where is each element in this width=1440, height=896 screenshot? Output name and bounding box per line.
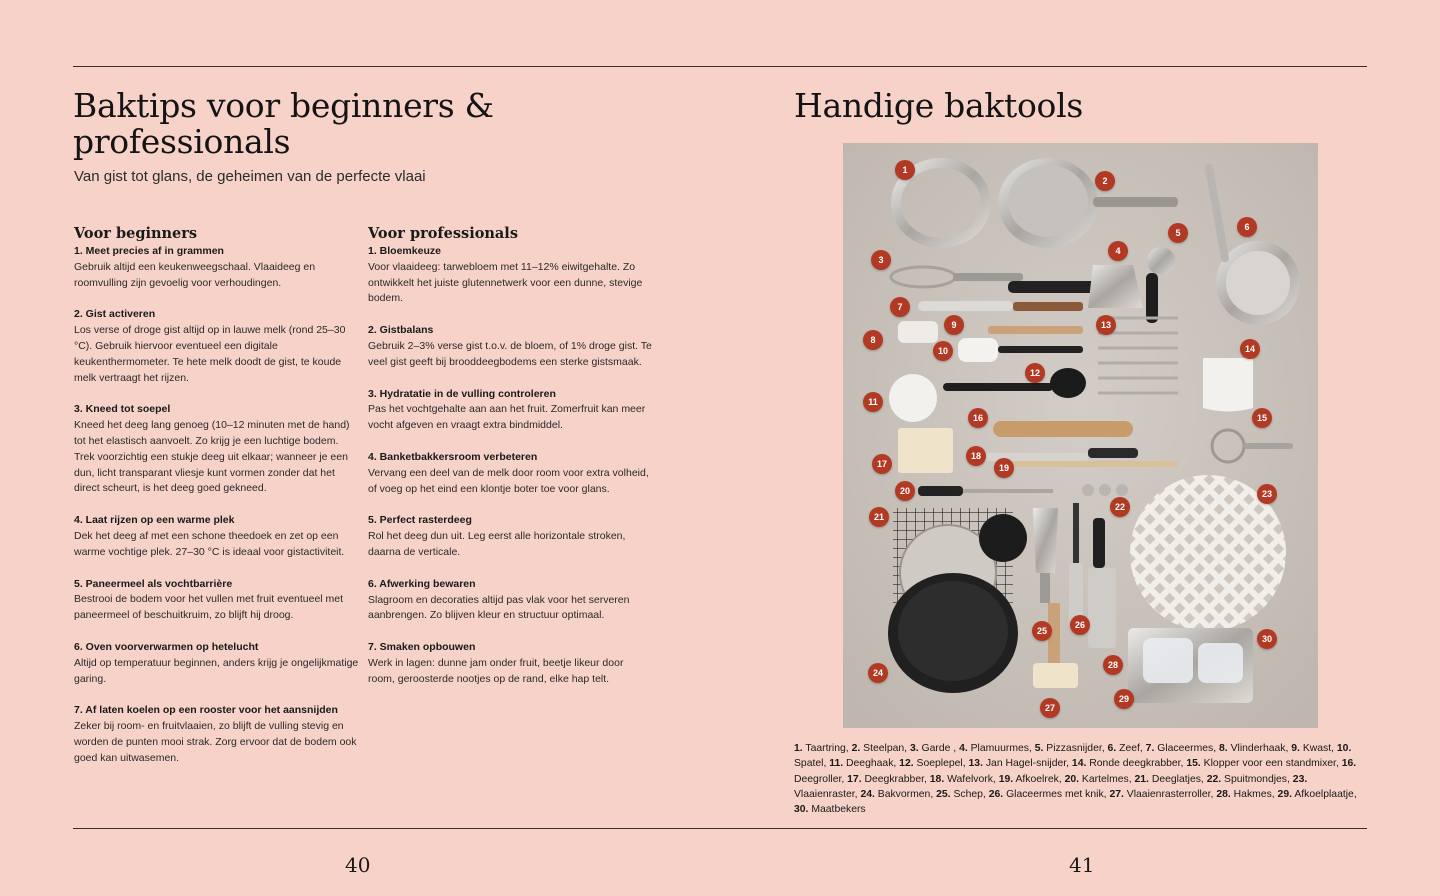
tools-caption — [794, 741, 1364, 817]
tool-name: Soeplepel, — [916, 758, 966, 770]
tool-number: 1. — [794, 743, 803, 754]
tool-number: 19. — [998, 773, 1014, 785]
tip-item — [368, 450, 653, 497]
photo-marker: 25 — [1032, 621, 1052, 641]
tool-number: 28. — [1216, 788, 1231, 800]
tool-number: 21. — [1134, 773, 1149, 785]
tool-name: Vlinderhaak, — [1230, 743, 1289, 754]
tool-number: 20. — [1064, 773, 1080, 785]
photo-marker: 17 — [872, 454, 892, 474]
photo-marker: 8 — [863, 330, 883, 350]
tool-name: Deeglatjes, — [1151, 773, 1204, 785]
tool-name: Spuitmondjes, — [1224, 773, 1290, 785]
photo-marker: 16 — [968, 408, 988, 428]
tool-number: 4. — [959, 743, 968, 754]
tool-number: 16. — [1341, 758, 1357, 770]
tip-title: 4. Banketbakkersroom verbeteren — [368, 450, 538, 463]
photo-marker: 30 — [1257, 629, 1277, 649]
tool-name: Afkoelplaatje, — [1294, 788, 1357, 800]
beginners-tips — [74, 244, 359, 767]
tip-item — [368, 323, 653, 370]
tool-number: 17. — [847, 773, 862, 785]
tip-item — [368, 513, 653, 560]
tip-title: 5. Paneermeel als vochtbarrière — [74, 577, 233, 590]
tip-body: Los verse of droge gist altijd op in lauwe melk (rond 25–30 °C). Gebruik hiervoor eventueel een digitale keukenthermometer. Te hete melk doodt de gist, te koude melk vertraagt het rijzen. — [74, 324, 346, 384]
tool-number: 9. — [1291, 743, 1300, 754]
photo-marker: 2 — [1095, 171, 1115, 191]
top-rule — [73, 66, 1367, 67]
tip-body: Vervang een deel van de melk door room voor extra volheid, of voeg op het eind een klontje boter toe voor glans. — [368, 466, 649, 495]
tip-body: Rol het deeg dun uit. Leg eerst alle horizontale stroken, daarna de verticale. — [368, 530, 626, 558]
tool-number: 24. — [860, 788, 875, 800]
photo-marker: 15 — [1252, 408, 1272, 428]
photo-marker: 11 — [863, 392, 883, 412]
tool-number: 25. — [936, 788, 951, 800]
photo-marker: 19 — [994, 458, 1014, 478]
tip-title: 7. Smaken opbouwen — [368, 641, 476, 654]
photo-marker: 29 — [1114, 689, 1134, 709]
tip-body: Bestrooi de bodem voor het vullen met fruit eventueel met paneermeel of beschuitkruim, zo blijft hij droog. — [74, 593, 344, 622]
tip-body: Slagroom en decoraties altijd pas vlak voor het serveren aanbrengen. Zo blijven kleur en structuur optimaal. — [368, 593, 630, 622]
photo-marker: 10 — [933, 341, 953, 361]
tip-item — [368, 244, 653, 307]
photo-marker: 22 — [1110, 497, 1130, 517]
tip-body: Werk in lagen: dunne jam onder fruit, beetje likeur door room, geroosterde nootjes op de rand, elke hap telt. — [368, 656, 624, 685]
tool-name: Kartelmes, — [1081, 773, 1132, 785]
tip-title: 1. Meet precies af in grammen — [74, 245, 224, 257]
photo-marker: 18 — [966, 446, 986, 466]
tool-number: 29. — [1277, 788, 1292, 800]
tool-number: 15. — [1186, 758, 1201, 770]
page-number-right: 41 — [1069, 853, 1095, 877]
tool-name: Garde , — [921, 743, 957, 754]
tip-item — [74, 640, 359, 687]
tip-body: Gebruik 2–3% verse gist t.o.v. de bloem, of 1% droge gist. Te veel gist geeft bij brooddeegbodems een sterke gistsmaak. — [368, 339, 652, 368]
photo-marker: 9 — [944, 315, 964, 335]
tip-title: 2. Gist activeren — [74, 308, 156, 321]
professionals-tips — [368, 244, 653, 688]
tip-title: 6. Oven voorverwarmen op hetelucht — [74, 640, 259, 653]
tool-number: 5. — [1034, 743, 1044, 754]
tool-name: Deeghaak, — [846, 758, 897, 770]
left-page-subtitle: Van gist tot glans, de geheimen van de perfecte vlaai — [74, 168, 426, 185]
tool-number: 23. — [1292, 773, 1308, 785]
tool-number: 10. — [1336, 743, 1352, 754]
photo-marker: 3 — [871, 250, 891, 270]
tip-body: Pas het vochtgehalte aan aan het fruit. Zomerfruit kan meer vocht afgeven en vraagt extra bindmiddel. — [368, 403, 646, 432]
tip-item — [74, 513, 359, 560]
tool-number: 6. — [1107, 743, 1117, 754]
tool-number: 11. — [829, 758, 844, 770]
tip-item — [74, 402, 359, 497]
tool-number: 13. — [968, 758, 983, 770]
tool-name: Wafelvork, — [947, 773, 996, 785]
tip-body: Zeker bij room- en fruitvlaaien, zo blijft de vulling stevig en worden de punten mooi strak. Zorg ervoor dat de bodem ook goed kan uitwasemen. — [74, 720, 357, 764]
tip-title: 1. Bloemkeuze — [368, 245, 441, 257]
photo-marker: 1 — [895, 160, 915, 180]
tool-name: Maatbekers — [811, 804, 866, 816]
tool-name: Steelpan, — [863, 743, 908, 754]
photo-marker: 12 — [1025, 363, 1045, 383]
tool-number: 26. — [988, 788, 1004, 800]
photo-marker: 28 — [1103, 655, 1123, 675]
tool-number: 3. — [909, 743, 919, 754]
tip-item — [74, 577, 359, 624]
photo-marker: 4 — [1108, 241, 1128, 261]
tool-number: 14. — [1071, 758, 1087, 770]
tool-number: 2. — [851, 743, 861, 754]
tool-name: Klopper voor een standmixer, — [1203, 758, 1339, 770]
right-page-title: Handige baktools — [794, 86, 1084, 125]
photo-marker: 6 — [1237, 217, 1257, 237]
tip-title: 5. Perfect rasterdeeg — [368, 514, 472, 527]
photo-marker: 24 — [868, 663, 888, 683]
photo-marker: 26 — [1070, 615, 1090, 635]
photo-marker: 7 — [890, 297, 910, 317]
tip-title: 3. Kneed tot soepel — [74, 403, 171, 416]
tool-name: Glaceermes met knik, — [1006, 788, 1107, 800]
professionals-column — [368, 224, 653, 704]
tip-item — [368, 640, 653, 687]
tool-number: 8. — [1219, 743, 1228, 754]
photo-marker: 5 — [1168, 223, 1188, 243]
tool-name: Glaceermes, — [1157, 743, 1217, 754]
tip-body: Kneed het deeg lang genoeg (10–12 minuten met de hand) tot het elastisch aanvoelt. Zo krijg je een luchtige bodem. Trek voorzichtig een stukje deeg uit elkaar; wanneer je een dun, licht transparant vliesje kunt vormen zonder dat het direct scheurt, is het deeg goed gekneed. — [74, 419, 350, 495]
tool-name: Vlaaienrasterroller, — [1126, 788, 1214, 800]
tip-item — [368, 387, 653, 434]
bottom-rule — [73, 828, 1367, 829]
tool-name: Plamuurmes, — [970, 743, 1032, 754]
tip-title: 7. Af laten koelen op een rooster voor het aansnijden — [74, 704, 338, 717]
photo-marker: 13 — [1096, 315, 1116, 335]
photo-marker: 14 — [1240, 339, 1260, 359]
tool-name: Deegkrabber, — [864, 773, 927, 785]
photo-marker: 21 — [869, 507, 889, 527]
tip-title: 3. Hydratatie in de vulling controleren — [368, 387, 556, 400]
beginners-column — [74, 224, 359, 783]
tip-body: Altijd op temperatuur beginnen, anders krijg je ongelijkmatige garing. — [74, 656, 359, 685]
tool-name: Bakvormen, — [877, 788, 934, 800]
tip-item — [74, 244, 359, 291]
tool-name: Ronde deegkrabber, — [1089, 758, 1184, 770]
tip-title: 6. Afwerking bewaren — [368, 577, 476, 590]
tip-item — [74, 307, 359, 386]
tip-body: Gebruik altijd een keukenweegschaal. Vlaaideeg en roomvulling zijn gevoelig voor verhoudingen. — [74, 260, 316, 289]
tool-number: 22. — [1206, 773, 1222, 785]
page-number-left: 40 — [345, 853, 371, 877]
tool-name: Vlaaienraster, — [794, 788, 858, 800]
baking-tools-photo — [843, 143, 1318, 728]
left-page-title: Baktips voor beginners & professionals — [73, 86, 494, 161]
tool-number: 30. — [794, 804, 809, 816]
tool-name: Kwast, — [1302, 743, 1334, 754]
tool-number: 7. — [1145, 743, 1155, 754]
tip-item — [368, 577, 653, 624]
tip-title: 2. Gistbalans — [368, 324, 434, 337]
tool-name: Zeef, — [1119, 743, 1143, 754]
tool-name: Hakmes, — [1233, 788, 1275, 800]
tool-name: Afkoelrek, — [1015, 773, 1062, 785]
tool-name: Deegroller, — [794, 773, 845, 785]
tool-name: Taartring, — [805, 743, 849, 754]
tip-title: 4. Laat rijzen op een warme plek — [74, 514, 235, 527]
tool-name: Pizzasnijder, — [1046, 743, 1105, 754]
tip-body: Dek het deeg af met een schone theedoek en zet op een warme vochtige plek. 27–30 °C is ideaal voor gistactiviteit. — [74, 529, 345, 558]
tool-number: 27. — [1109, 788, 1124, 800]
photo-marker: 20 — [895, 481, 915, 501]
tool-number: 12. — [899, 758, 914, 770]
professionals-heading: Voor professionals — [368, 225, 518, 242]
tool-number: 18. — [929, 773, 945, 785]
beginners-heading: Voor beginners — [74, 225, 198, 242]
photo-marker: 27 — [1040, 698, 1060, 718]
tip-body: Voor vlaaideeg: tarwebloem met 11–12% eiwitgehalte. Zo ontwikkelt het juiste glutennetwerk voor een dunne, stevige bodem. — [368, 260, 643, 305]
tip-item — [74, 703, 359, 766]
tool-name: Schep, — [953, 788, 986, 800]
photo-marker: 23 — [1257, 484, 1277, 504]
tool-name: Jan Hagel-snijder, — [985, 758, 1070, 770]
tool-name: Spatel, — [794, 758, 827, 770]
